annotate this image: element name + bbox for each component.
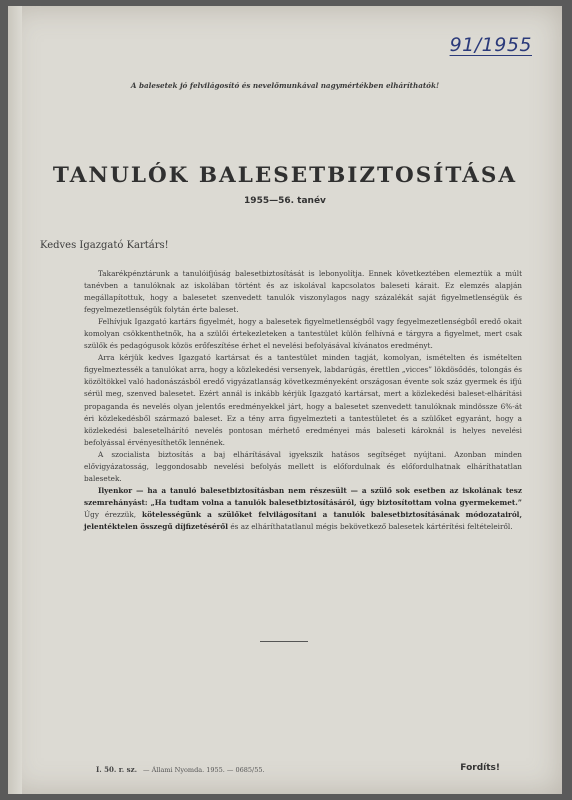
paragraph-4: A szocialista biztosítás a baj elhárításával igyekszik hatásos segítséget nyújtani. Azonban minden elővigyázatosság, leggondosabb nevelési befolyás mellett is előfordulnak és előfordulhatnak elháríthatatlan balesetek.	[84, 449, 522, 483]
paragraph-1: Takarékpénztárunk a tanulóifjúság balesetbiztosítását is lebonyolítja. Ennek következtében elemeztük a múlt tanévben a tanulóknak az iskolában történt és az iskolával kapcsolatos baleseti kárait. Ez elemzés alapján megállapítottuk, hogy a balesetet szenvedett tanulók viszonylagos nagy százalékát saját figyelmetlenségük és fegyelmezetlenségük folytán érte baleset.	[84, 269, 522, 315]
turn-page-note: Fordíts!	[460, 763, 500, 773]
printer-details: — Állami Nyomda. 1955. — 0685/55.	[143, 766, 265, 774]
school-year: 1955—56. tanév	[244, 196, 326, 206]
paragraph-5-end: és az elháríthatatlanul mégis bekövetkező balesetek kártérítési feltételeiről.	[228, 521, 513, 531]
letter-body	[84, 268, 522, 533]
printer-imprint	[96, 765, 265, 774]
salutation: Kedves Igazgató Kartárs!	[40, 240, 169, 251]
page-fold-shadow	[8, 6, 22, 794]
paragraph-5	[84, 485, 522, 533]
handwritten-reference-number: 91/1955	[449, 34, 532, 56]
paragraph-5-middle: Úgy érezzük,	[84, 509, 143, 519]
paragraph-3: Arra kérjük kedves Igazgató kartársat és a tantestület minden tagját, komolyan, ismételten és ismételten figyelmeztessék a tanulókat arra, hogy a közlekedési versenyek, labdarúgás, érettlen „vicces” lökdösődés, tolongás és közöltökkel való hadonászásból eredő vigyázatlanság következményeként országosan évente sok száz gyermek és ifjú sérül meg, szenved balesetet. Ezért annál is inkább kérjük Igazgató kartársat, mert a közlekedési baleset-elhárítási propaganda és nevelés olyan jelentős eredményekkel járt, hogy a balesetet szenvedett tanulóknak mindössze 6%-át éri közlekedésből származó baleset. Ez a tény arra figyelmezteti a tantestületet és a szülőket egyaránt, hogy a közlekedési balesetelhárító nevelés pontosan mérhető eredményei más baleseti károknál is helyes nevelési befolyással érvényesíthetők lennének.	[84, 353, 522, 447]
paragraph-2: Felhívjuk Igazgató kartárs figyelmét, hogy a balesetek figyelmetlenségből vagy fegyelmezetlenségből eredő okait komolyan csökkenthetnők, ha a szülői értekezleteken a tantestület külön felhívná e tárgyra a figyelmet, mert csak szülők és pedagógusok közös erőfeszítése érhet el nevelési befolyásával kívánatos eredményt.	[84, 317, 522, 351]
document-page	[8, 6, 562, 794]
form-code: I. 50. r. sz.	[96, 765, 138, 774]
section-divider	[260, 641, 308, 642]
safety-slogan: A balesetek jó felvilágosító és nevelőmunkával nagymértékben elháríthatók!	[130, 81, 440, 90]
document-title: TANULÓK BALESETBIZTOSÍTÁSA	[52, 163, 518, 188]
paragraph-5-bold-lead: Ilyenkor — ha a tanuló balesetbiztosításban nem részesült — a szülő sok esetben az iskolának tesz szemrehányást: „Ha tudtam volna a tanulók balesetbiztosításáról, úgy biztosítottam volna gyermekemet.”	[84, 485, 522, 507]
paragraph-5-bold-duty: kötelességünk a szülőket felvilágosítani a tanulók balesetbiztosításának módozatairól, jelentéktelen összegű díjfizetéséről	[84, 509, 522, 531]
